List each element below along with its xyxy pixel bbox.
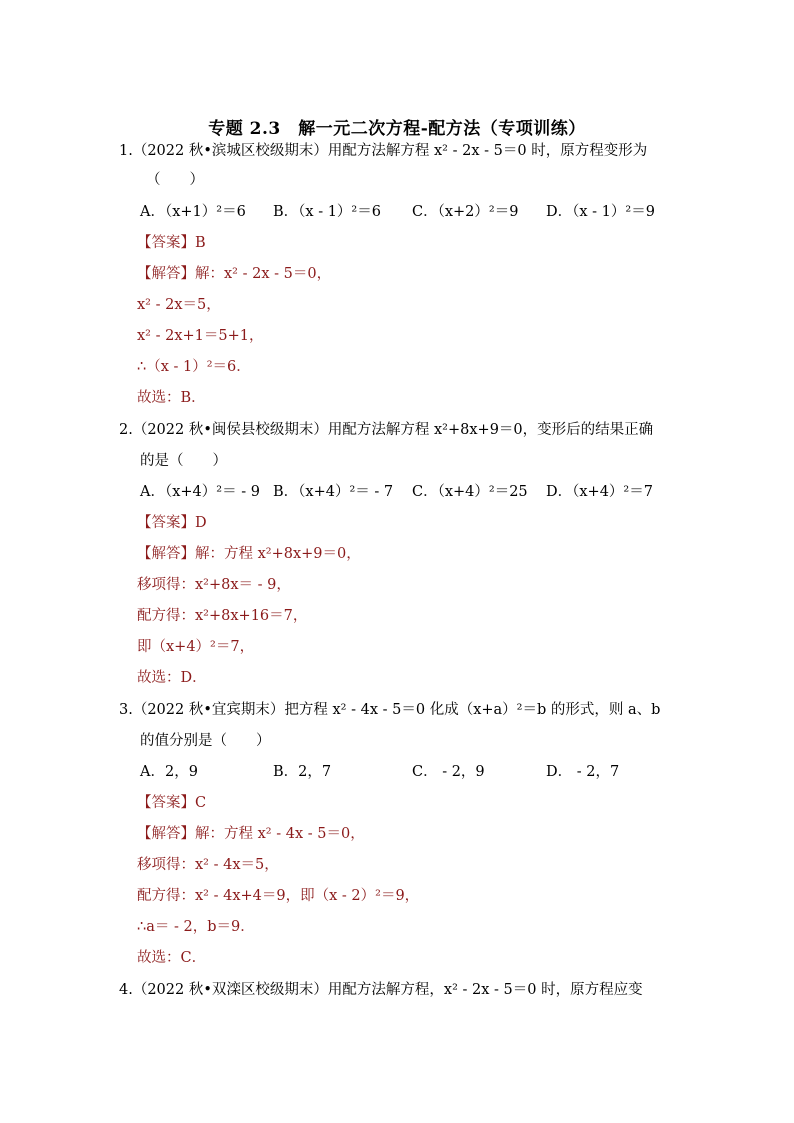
q1-option-c: C．（x+2）²＝9 [412,204,519,220]
q1-solution-line-1: 解：x² - 2x - 5＝0， [195,266,332,282]
q1-stem-cont: （ ） [146,172,204,188]
q3-solution-line-3: 配方得：x² - 4x+4＝9，即（x - 2）²＝9， [137,888,420,904]
q2-solution [137,544,361,564]
q4-stem: 4.（2022 秋•双滦区校级期末）用配方法解方程，x² - 2x - 5＝0 时，原方程应变 [119,982,643,998]
q1-answer-value: B [195,235,206,251]
q3-conclusion-value: C． [180,950,207,966]
q3-stem-cont: 的值分别是（ ） [140,733,271,749]
q3-answer-label: 【答案】 [137,795,195,811]
q2-solution-line-4: 即（x+4）²＝7， [137,639,255,655]
q2-answer-label: 【答案】 [137,515,195,531]
q1-answer [137,233,206,253]
q1-conclusion-label: 故选： [137,390,181,406]
q3-solution-line-4: ∴a＝ - 2，b＝9． [137,919,255,935]
q3-conclusion [137,948,206,968]
q1-solution-line-4: ∴（x - 1）²＝6． [137,359,251,375]
q2-conclusion-label: 故选： [137,670,181,686]
q2-answer-value: D [195,515,207,531]
q2-option-a: A．（x+4）²＝ - 9 [140,484,260,500]
q1-solution-line-2: x² - 2x＝5， [137,297,221,313]
q3-solution-line-2: 移项得：x² - 4x＝5， [137,857,279,873]
q1-solution [137,264,331,284]
q2-conclusion [137,668,207,688]
q1-answer-label: 【答案】 [137,235,195,251]
q2-stem-cont: 的是（ ） [140,453,227,469]
page-title: 专题 2.3 解一元二次方程-配方法（专项训练） [208,119,586,139]
q3-solution-line-1: 解：方程 x² - 4x - 5＝0， [195,826,365,842]
q2-option-b: B．（x+4）²＝ - 7 [273,484,394,500]
q1-conclusion-value: B． [180,390,206,406]
q3-answer [137,793,206,813]
q1-solution-label: 【解答】 [137,266,195,282]
q3-solution [137,824,365,844]
q2-answer [137,513,207,533]
q1-conclusion [137,388,206,408]
q3-solution-label: 【解答】 [137,826,195,842]
q2-option-c: C．（x+4）²＝25 [412,484,528,500]
q2-solution-line-3: 配方得：x²+8x+16＝7， [137,608,308,624]
q1-stem: 1.（2022 秋•滨城区校级期末）用配方法解方程 x² - 2x - 5＝0 时，原方程变形为 [119,143,648,159]
q1-option-b: B．（x - 1）²＝6 [273,204,381,220]
q2-solution-line-2: 移项得：x²+8x＝ - 9， [137,577,291,593]
q3-stem: 3.（2022 秋•宜宾期末）把方程 x² - 4x - 5＝0 化成（x+a）²＝b 的形式，则 a、b [119,702,661,718]
q2-solution-line-1: 解：方程 x²+8x+9＝0， [195,546,361,562]
q3-option-a: A．2，9 [140,764,198,780]
q3-option-b: B．2，7 [273,764,332,780]
q1-solution-line-3: x² - 2x+1＝5+1， [137,328,264,344]
q2-conclusion-value: D． [180,670,207,686]
q2-option-d: D．（x+4）²＝7 [546,484,653,500]
q2-solution-label: 【解答】 [137,546,195,562]
q3-option-c: C． - 2，9 [412,764,485,780]
q3-conclusion-label: 故选： [137,950,181,966]
q3-answer-value: C [195,795,207,811]
q3-option-d: D． - 2，7 [546,764,620,780]
q1-option-a: A．（x+1）²＝6 [140,204,246,220]
q1-option-d: D．（x - 1）²＝9 [546,204,655,220]
q2-stem: 2.（2022 秋•闽侯县校级期末）用配方法解方程 x²+8x+9＝0，变形后的结果正确 [119,422,654,438]
